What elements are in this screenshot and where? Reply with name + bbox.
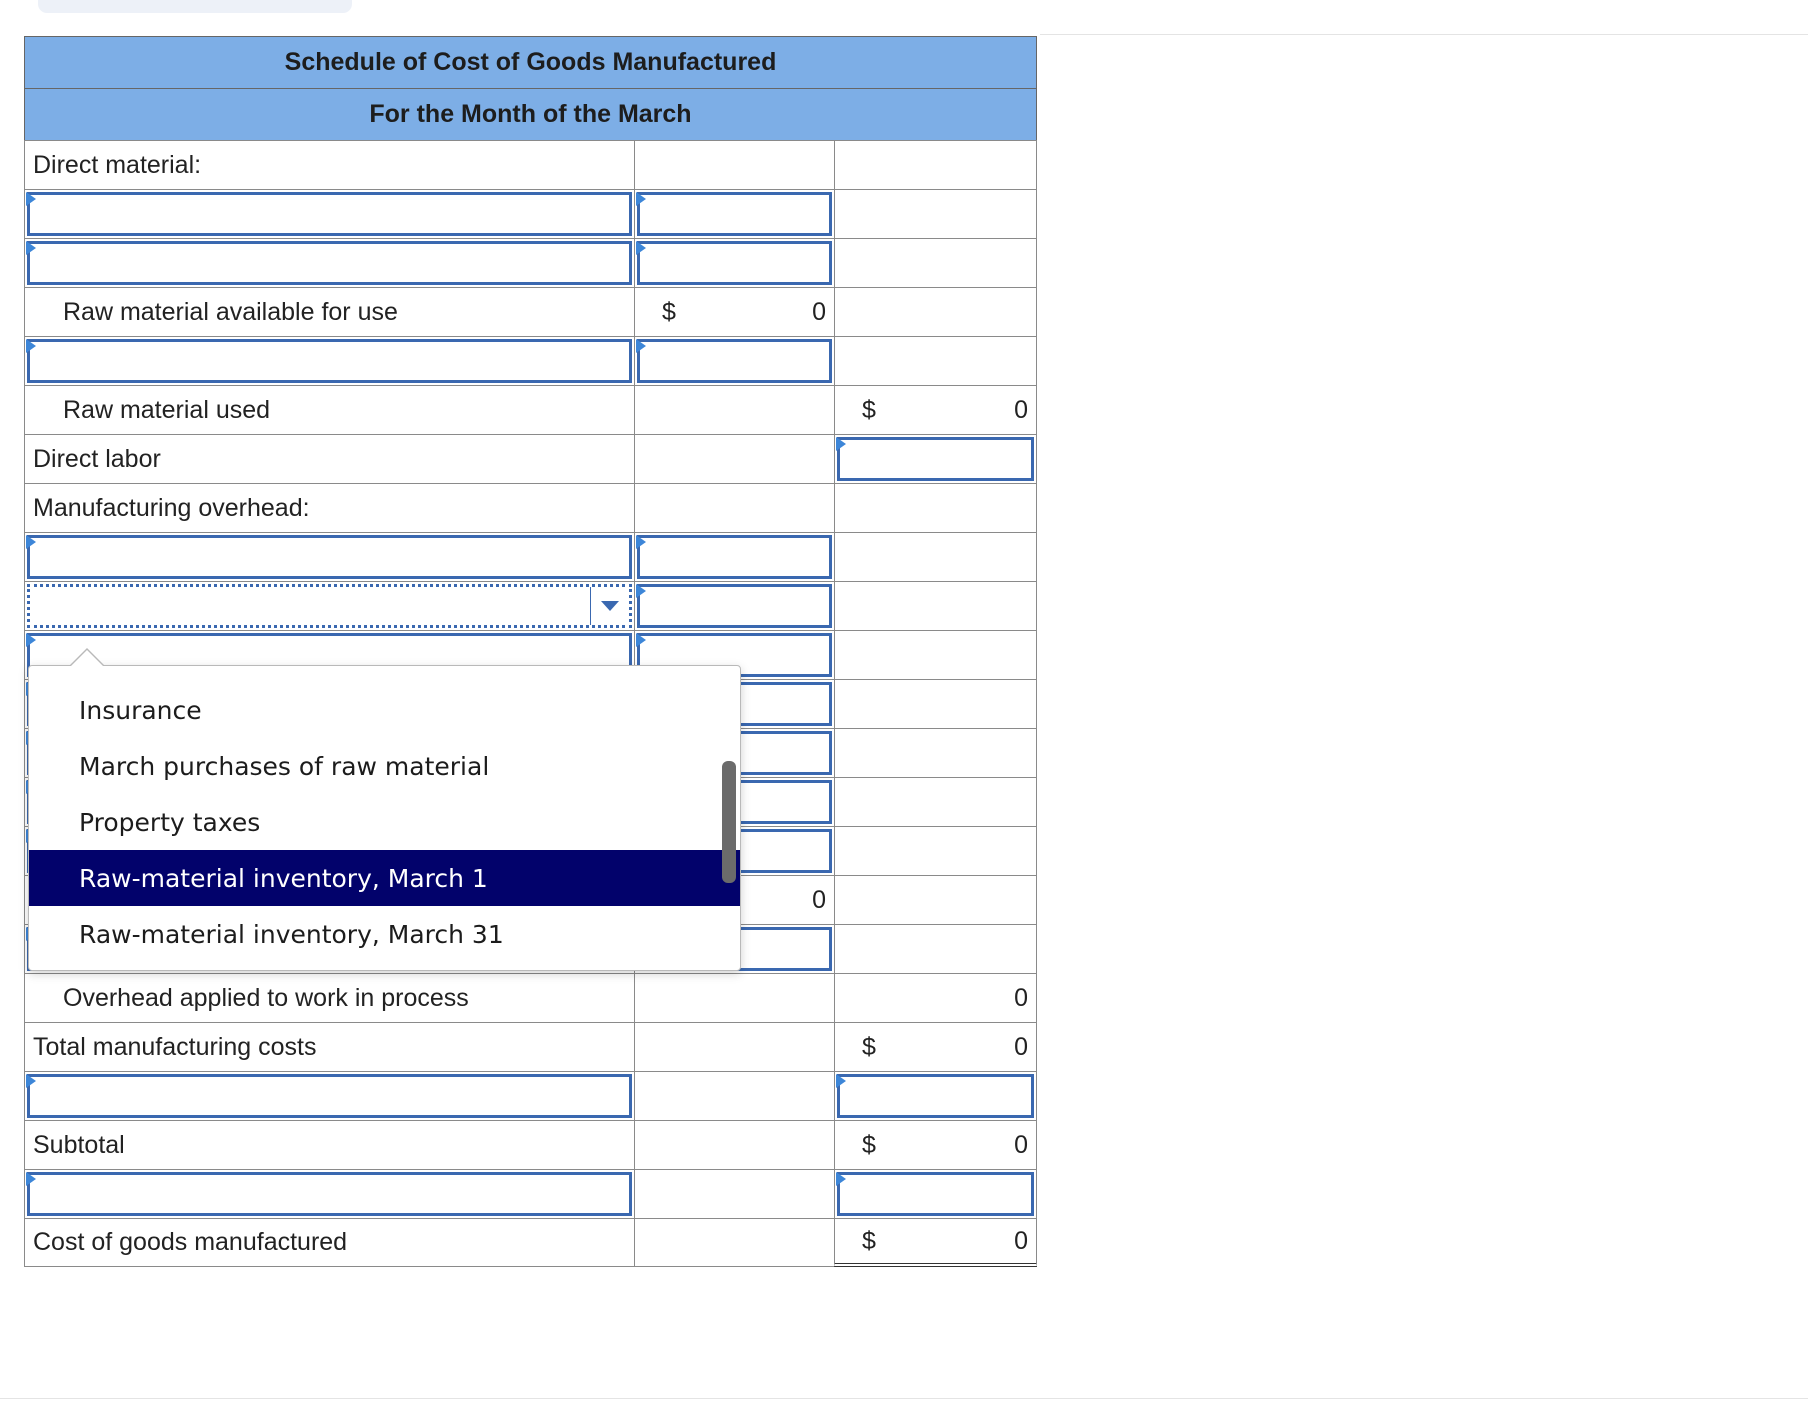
- table-row: [24, 532, 1037, 581]
- overhead-amount-input-2[interactable]: [637, 584, 832, 628]
- table-row: [24, 581, 1037, 630]
- table-row: [24, 385, 1037, 434]
- overhead-label-select[interactable]: [27, 584, 632, 628]
- overhead-applied-value: 0: [1014, 983, 1028, 1012]
- schedule-subtitle: For the Month of the March: [24, 88, 1037, 140]
- subtotal-label: Subtotal: [33, 1130, 125, 1159]
- table-row: [24, 189, 1037, 238]
- dollar-sign: $: [862, 1032, 876, 1061]
- mfg-overhead-label: Manufacturing overhead:: [33, 493, 310, 522]
- cogm-label: Cost of goods manufactured: [33, 1228, 348, 1256]
- material-amount-input-2[interactable]: [637, 241, 832, 285]
- dollar-sign: $: [662, 297, 676, 326]
- total-mfg-costs-label: Total manufacturing costs: [33, 1032, 317, 1061]
- dollar-sign: $: [862, 395, 876, 424]
- raw-used-label: Raw material used: [63, 395, 271, 424]
- chevron-down-icon[interactable]: [590, 587, 629, 625]
- material-label-input-3[interactable]: [27, 339, 632, 383]
- dollar-sign: $: [862, 1226, 876, 1255]
- scrollbar[interactable]: [722, 761, 736, 883]
- table-row: [24, 140, 1037, 189]
- raw-available-value: 0: [812, 297, 826, 326]
- cogm-value: 0: [1014, 1226, 1028, 1255]
- table-row: [24, 1071, 1037, 1120]
- direct-labor-input[interactable]: [837, 437, 1034, 481]
- wip-label-input-2[interactable]: [27, 1172, 632, 1216]
- table-row: [24, 973, 1037, 1022]
- dollar-sign: $: [862, 1130, 876, 1159]
- table-row: [24, 1169, 1037, 1218]
- divider: [1040, 34, 1808, 35]
- material-label-input-1[interactable]: [27, 192, 632, 236]
- overhead-applied-label: Overhead applied to work in process: [63, 983, 469, 1012]
- material-amount-input-1[interactable]: [637, 192, 832, 236]
- dropdown-option[interactable]: March purchases of raw material: [79, 751, 490, 781]
- table-row: [24, 336, 1037, 385]
- raw-available-label: Raw material available for use: [63, 297, 398, 326]
- subtotal-value: 0: [1014, 1130, 1028, 1159]
- material-amount-input-3[interactable]: [637, 339, 832, 383]
- table-row: [24, 1120, 1037, 1169]
- table-row: [24, 238, 1037, 287]
- table-row: [24, 434, 1037, 483]
- table-row: [24, 483, 1037, 532]
- direct-material-label: Direct material:: [33, 150, 202, 179]
- direct-labor-label: Direct labor: [33, 444, 161, 473]
- table-row: [24, 1022, 1037, 1071]
- total-actual-overhead-value: 0: [812, 885, 826, 914]
- schedule-table: [24, 36, 1037, 1267]
- wip-amount-input-1[interactable]: [837, 1074, 1034, 1118]
- table-row: [24, 287, 1037, 336]
- dropdown-option[interactable]: Property taxes: [79, 807, 261, 837]
- overhead-amount-input-1[interactable]: [637, 535, 832, 579]
- total-mfg-costs-value: 0: [1014, 1032, 1028, 1061]
- raw-used-value: 0: [1014, 395, 1028, 424]
- dropdown-option-highlighted[interactable]: Raw-material inventory, March 1: [29, 850, 740, 906]
- dropdown-option[interactable]: Insurance: [79, 695, 202, 725]
- wip-amount-input-2[interactable]: [837, 1172, 1034, 1216]
- dropdown-list: [28, 665, 741, 971]
- dropdown-option[interactable]: Raw-material inventory, March 31: [79, 919, 504, 949]
- top-tab: [38, 0, 352, 13]
- divider: [0, 1398, 1808, 1399]
- overhead-label-input-1[interactable]: [27, 535, 632, 579]
- wip-label-input-1[interactable]: [27, 1074, 632, 1118]
- material-label-input-2[interactable]: [27, 241, 632, 285]
- schedule-title: Schedule of Cost of Goods Manufactured: [24, 36, 1037, 88]
- table-row: [24, 1218, 1037, 1267]
